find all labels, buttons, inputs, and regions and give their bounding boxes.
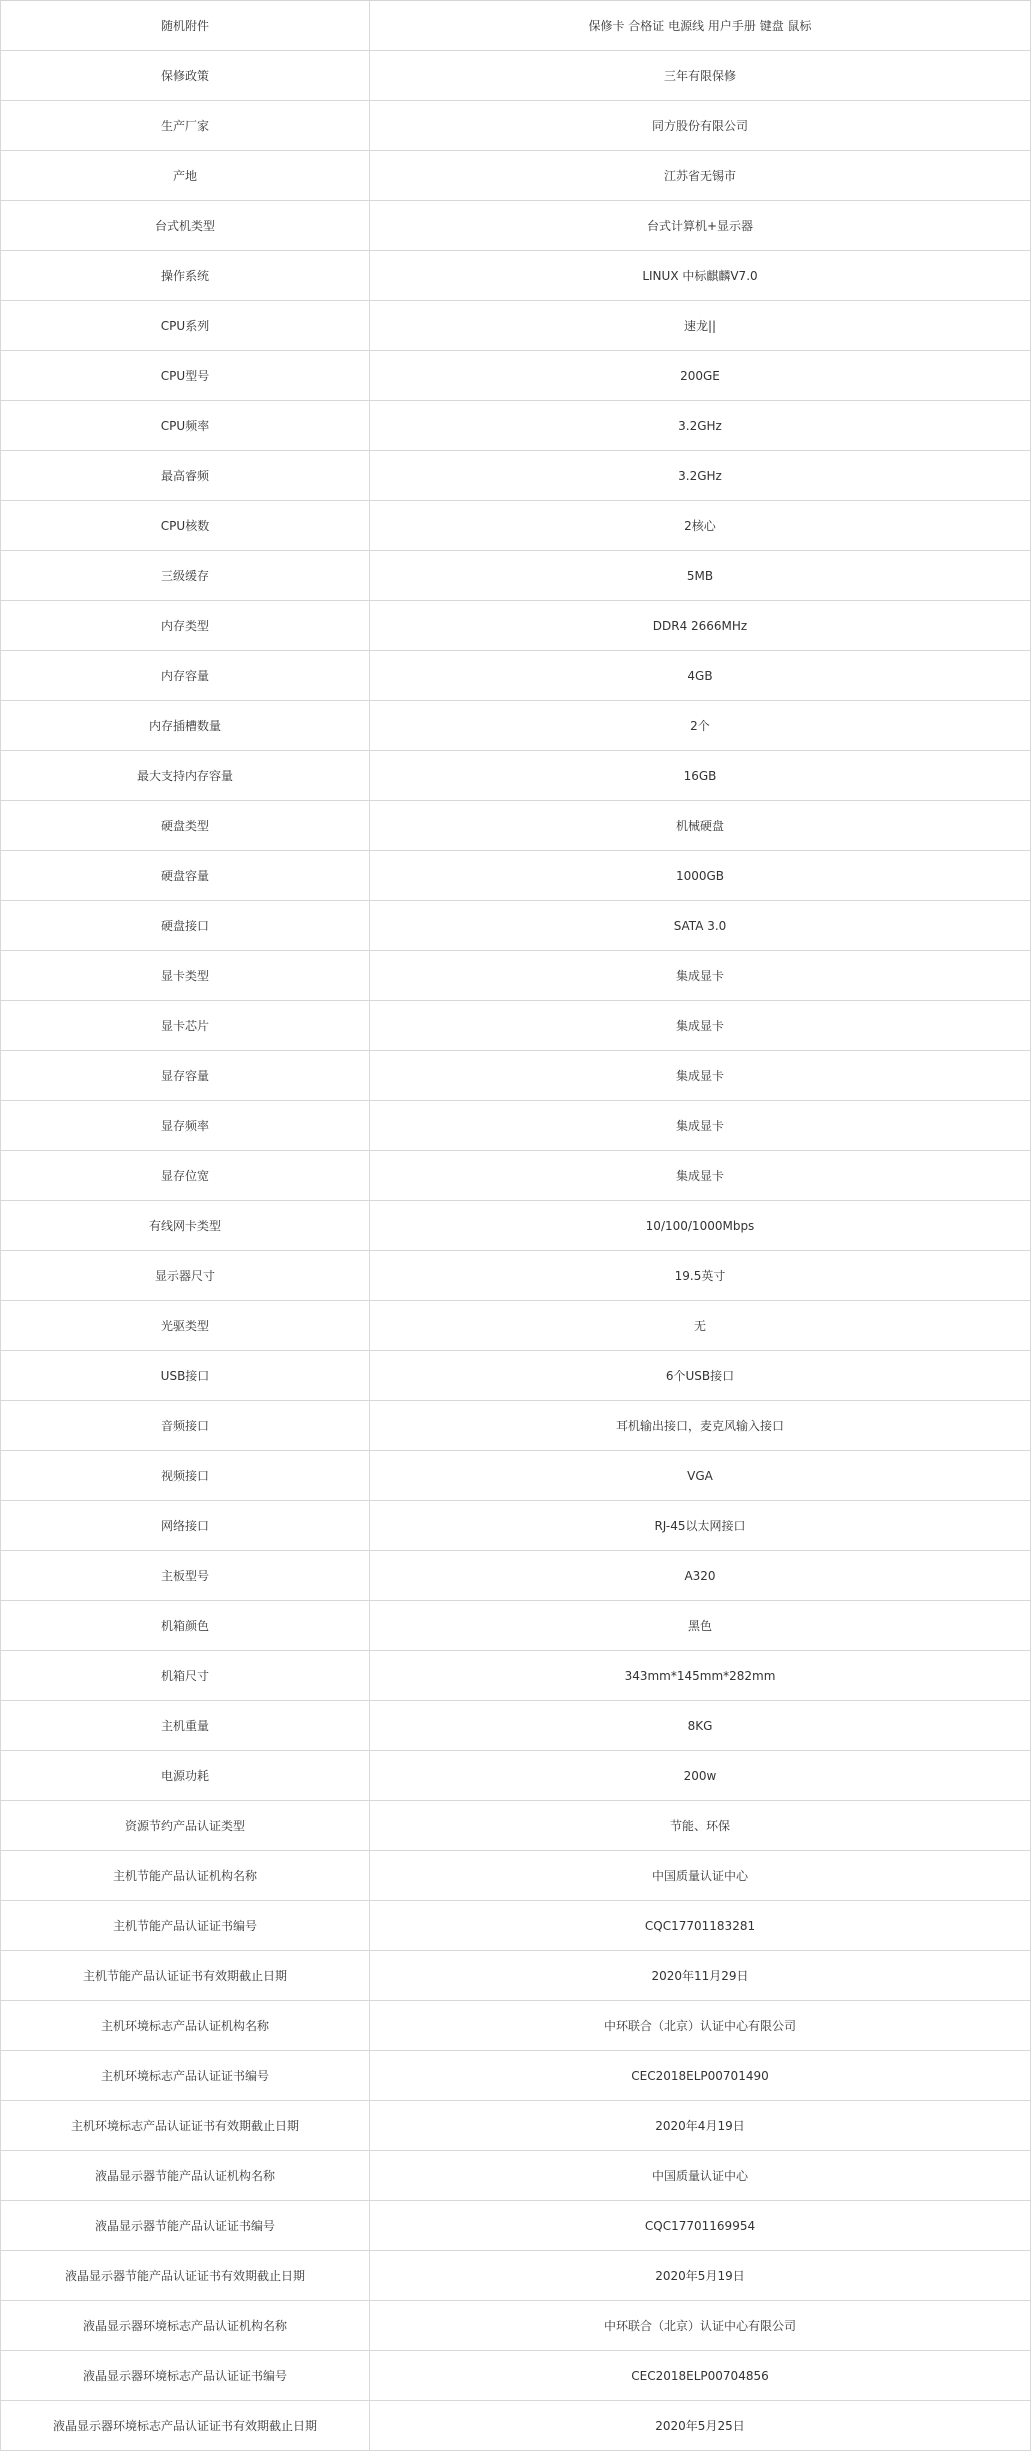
table-row [1,1051,1031,1101]
spec-value: 耳机输出接口，麦克风输入接口 [370,1401,1031,1451]
table-row [1,701,1031,751]
spec-label: USB接口 [1,1351,370,1401]
spec-label: 液晶显示器节能产品认证证书有效期截止日期 [1,2251,370,2301]
spec-label: 显存位宽 [1,1151,370,1201]
table-row [1,651,1031,701]
spec-value: 中国质量认证中心 [370,2151,1031,2201]
spec-label: 显卡芯片 [1,1001,370,1051]
spec-label: 电源功耗 [1,1751,370,1801]
spec-value: LINUX 中标麒麟V7.0 [370,251,1031,301]
spec-label: 硬盘接口 [1,901,370,951]
spec-label: 资源节约产品认证类型 [1,1801,370,1851]
spec-label: CPU系列 [1,301,370,351]
table-row [1,1451,1031,1501]
spec-label: 主机节能产品认证证书编号 [1,1901,370,1951]
spec-value: 集成显卡 [370,1101,1031,1151]
table-row [1,1001,1031,1051]
spec-value: 3.2GHz [370,401,1031,451]
table-row [1,2351,1031,2401]
spec-label: 显存频率 [1,1101,370,1151]
table-row [1,801,1031,851]
spec-table-body [1,1,1031,2451]
table-row [1,101,1031,151]
spec-label: 主机重量 [1,1701,370,1751]
spec-label: 音频接口 [1,1401,370,1451]
spec-value: 集成显卡 [370,1051,1031,1101]
table-row [1,1,1031,51]
table-row [1,601,1031,651]
spec-label: 生产厂家 [1,101,370,151]
spec-label: 有线网卡类型 [1,1201,370,1251]
table-row [1,1901,1031,1951]
table-row [1,351,1031,401]
table-row [1,1501,1031,1551]
spec-label: 主机环境标志产品认证机构名称 [1,2001,370,2051]
spec-value: 保修卡 合格证 电源线 用户手册 键盘 鼠标 [370,1,1031,51]
table-row [1,1401,1031,1451]
table-row [1,451,1031,501]
spec-value: 19.5英寸 [370,1251,1031,1301]
spec-value: 无 [370,1301,1031,1351]
spec-value: 机械硬盘 [370,801,1031,851]
table-row [1,1101,1031,1151]
table-row [1,2001,1031,2051]
spec-value: 2020年5月25日 [370,2401,1031,2451]
spec-label: CPU核数 [1,501,370,551]
spec-label: 硬盘容量 [1,851,370,901]
spec-value: 中环联合（北京）认证中心有限公司 [370,2001,1031,2051]
table-row [1,1201,1031,1251]
spec-value: 集成显卡 [370,951,1031,1001]
table-row [1,1601,1031,1651]
table-row [1,1701,1031,1751]
table-row [1,2401,1031,2451]
spec-label: 最大支持内存容量 [1,751,370,801]
spec-label: 主机节能产品认证机构名称 [1,1851,370,1901]
spec-label: 机箱颜色 [1,1601,370,1651]
spec-value: 343mm*145mm*282mm [370,1651,1031,1701]
spec-label: 液晶显示器环境标志产品认证证书有效期截止日期 [1,2401,370,2451]
table-row [1,2051,1031,2101]
spec-value: A320 [370,1551,1031,1601]
table-row [1,2251,1031,2301]
spec-value: 4GB [370,651,1031,701]
spec-value: 2020年11月29日 [370,1951,1031,2001]
spec-label: 网络接口 [1,1501,370,1551]
spec-label: 机箱尺寸 [1,1651,370,1701]
spec-label: 主机环境标志产品认证证书有效期截止日期 [1,2101,370,2151]
table-row [1,401,1031,451]
spec-label: 显示器尺寸 [1,1251,370,1301]
table-row [1,1951,1031,2001]
spec-label: 最高睿频 [1,451,370,501]
spec-value: RJ-45以太网接口 [370,1501,1031,1551]
spec-value: 16GB [370,751,1031,801]
table-row [1,2201,1031,2251]
spec-label: 液晶显示器环境标志产品认证证书编号 [1,2351,370,2401]
spec-label: CPU频率 [1,401,370,451]
spec-label: 产地 [1,151,370,201]
spec-label: 主板型号 [1,1551,370,1601]
spec-label: 内存容量 [1,651,370,701]
spec-value: CQC17701169954 [370,2201,1031,2251]
spec-value: CQC17701183281 [370,1901,1031,1951]
table-row [1,301,1031,351]
spec-value: VGA [370,1451,1031,1501]
spec-value: 江苏省无锡市 [370,151,1031,201]
spec-value: 集成显卡 [370,1001,1031,1051]
table-row [1,1751,1031,1801]
spec-label: 内存插槽数量 [1,701,370,751]
spec-value: DDR4 2666MHz [370,601,1031,651]
spec-value: 2020年4月19日 [370,2101,1031,2151]
spec-label: 操作系统 [1,251,370,301]
spec-label: 内存类型 [1,601,370,651]
spec-label: 随机附件 [1,1,370,51]
table-row [1,151,1031,201]
spec-value: 5MB [370,551,1031,601]
spec-label: CPU型号 [1,351,370,401]
spec-value: 三年有限保修 [370,51,1031,101]
table-row [1,201,1031,251]
spec-label: 液晶显示器环境标志产品认证机构名称 [1,2301,370,2351]
table-row [1,1301,1031,1351]
table-row [1,1251,1031,1301]
spec-label: 主机节能产品认证证书有效期截止日期 [1,1951,370,2001]
spec-value: 2核心 [370,501,1031,551]
table-row [1,251,1031,301]
spec-value: 10/100/1000Mbps [370,1201,1031,1251]
spec-value: 速龙|| [370,301,1031,351]
spec-value: 2020年5月19日 [370,2251,1031,2301]
spec-label: 保修政策 [1,51,370,101]
table-row [1,551,1031,601]
spec-value: 8KG [370,1701,1031,1751]
table-row [1,2151,1031,2201]
spec-value: 200GE [370,351,1031,401]
spec-label: 显卡类型 [1,951,370,1001]
table-row [1,2301,1031,2351]
spec-value: 2个 [370,701,1031,751]
table-row [1,1551,1031,1601]
spec-value: SATA 3.0 [370,901,1031,951]
table-row [1,951,1031,1001]
spec-value: 集成显卡 [370,1151,1031,1201]
table-row [1,501,1031,551]
spec-label: 光驱类型 [1,1301,370,1351]
spec-value: 200w [370,1751,1031,1801]
spec-value: 中环联合（北京）认证中心有限公司 [370,2301,1031,2351]
spec-value: 节能、环保 [370,1801,1031,1851]
spec-label: 主机环境标志产品认证证书编号 [1,2051,370,2101]
spec-label: 硬盘类型 [1,801,370,851]
table-row [1,1151,1031,1201]
table-row [1,1651,1031,1701]
spec-label: 显存容量 [1,1051,370,1101]
spec-value: 台式计算机+显示器 [370,201,1031,251]
spec-value: 黑色 [370,1601,1031,1651]
table-row [1,901,1031,951]
spec-value: 3.2GHz [370,451,1031,501]
spec-value: CEC2018ELP00704856 [370,2351,1031,2401]
table-row [1,2101,1031,2151]
spec-label: 视频接口 [1,1451,370,1501]
table-row [1,1351,1031,1401]
spec-value: 1000GB [370,851,1031,901]
spec-value: CEC2018ELP00701490 [370,2051,1031,2101]
spec-label: 液晶显示器节能产品认证机构名称 [1,2151,370,2201]
table-row [1,51,1031,101]
spec-label: 液晶显示器节能产品认证证书编号 [1,2201,370,2251]
table-row [1,1851,1031,1901]
spec-value: 6个USB接口 [370,1351,1031,1401]
table-row [1,1801,1031,1851]
spec-label: 台式机类型 [1,201,370,251]
spec-value: 中国质量认证中心 [370,1851,1031,1901]
spec-value: 同方股份有限公司 [370,101,1031,151]
table-row [1,751,1031,801]
spec-label: 三级缓存 [1,551,370,601]
table-row [1,851,1031,901]
